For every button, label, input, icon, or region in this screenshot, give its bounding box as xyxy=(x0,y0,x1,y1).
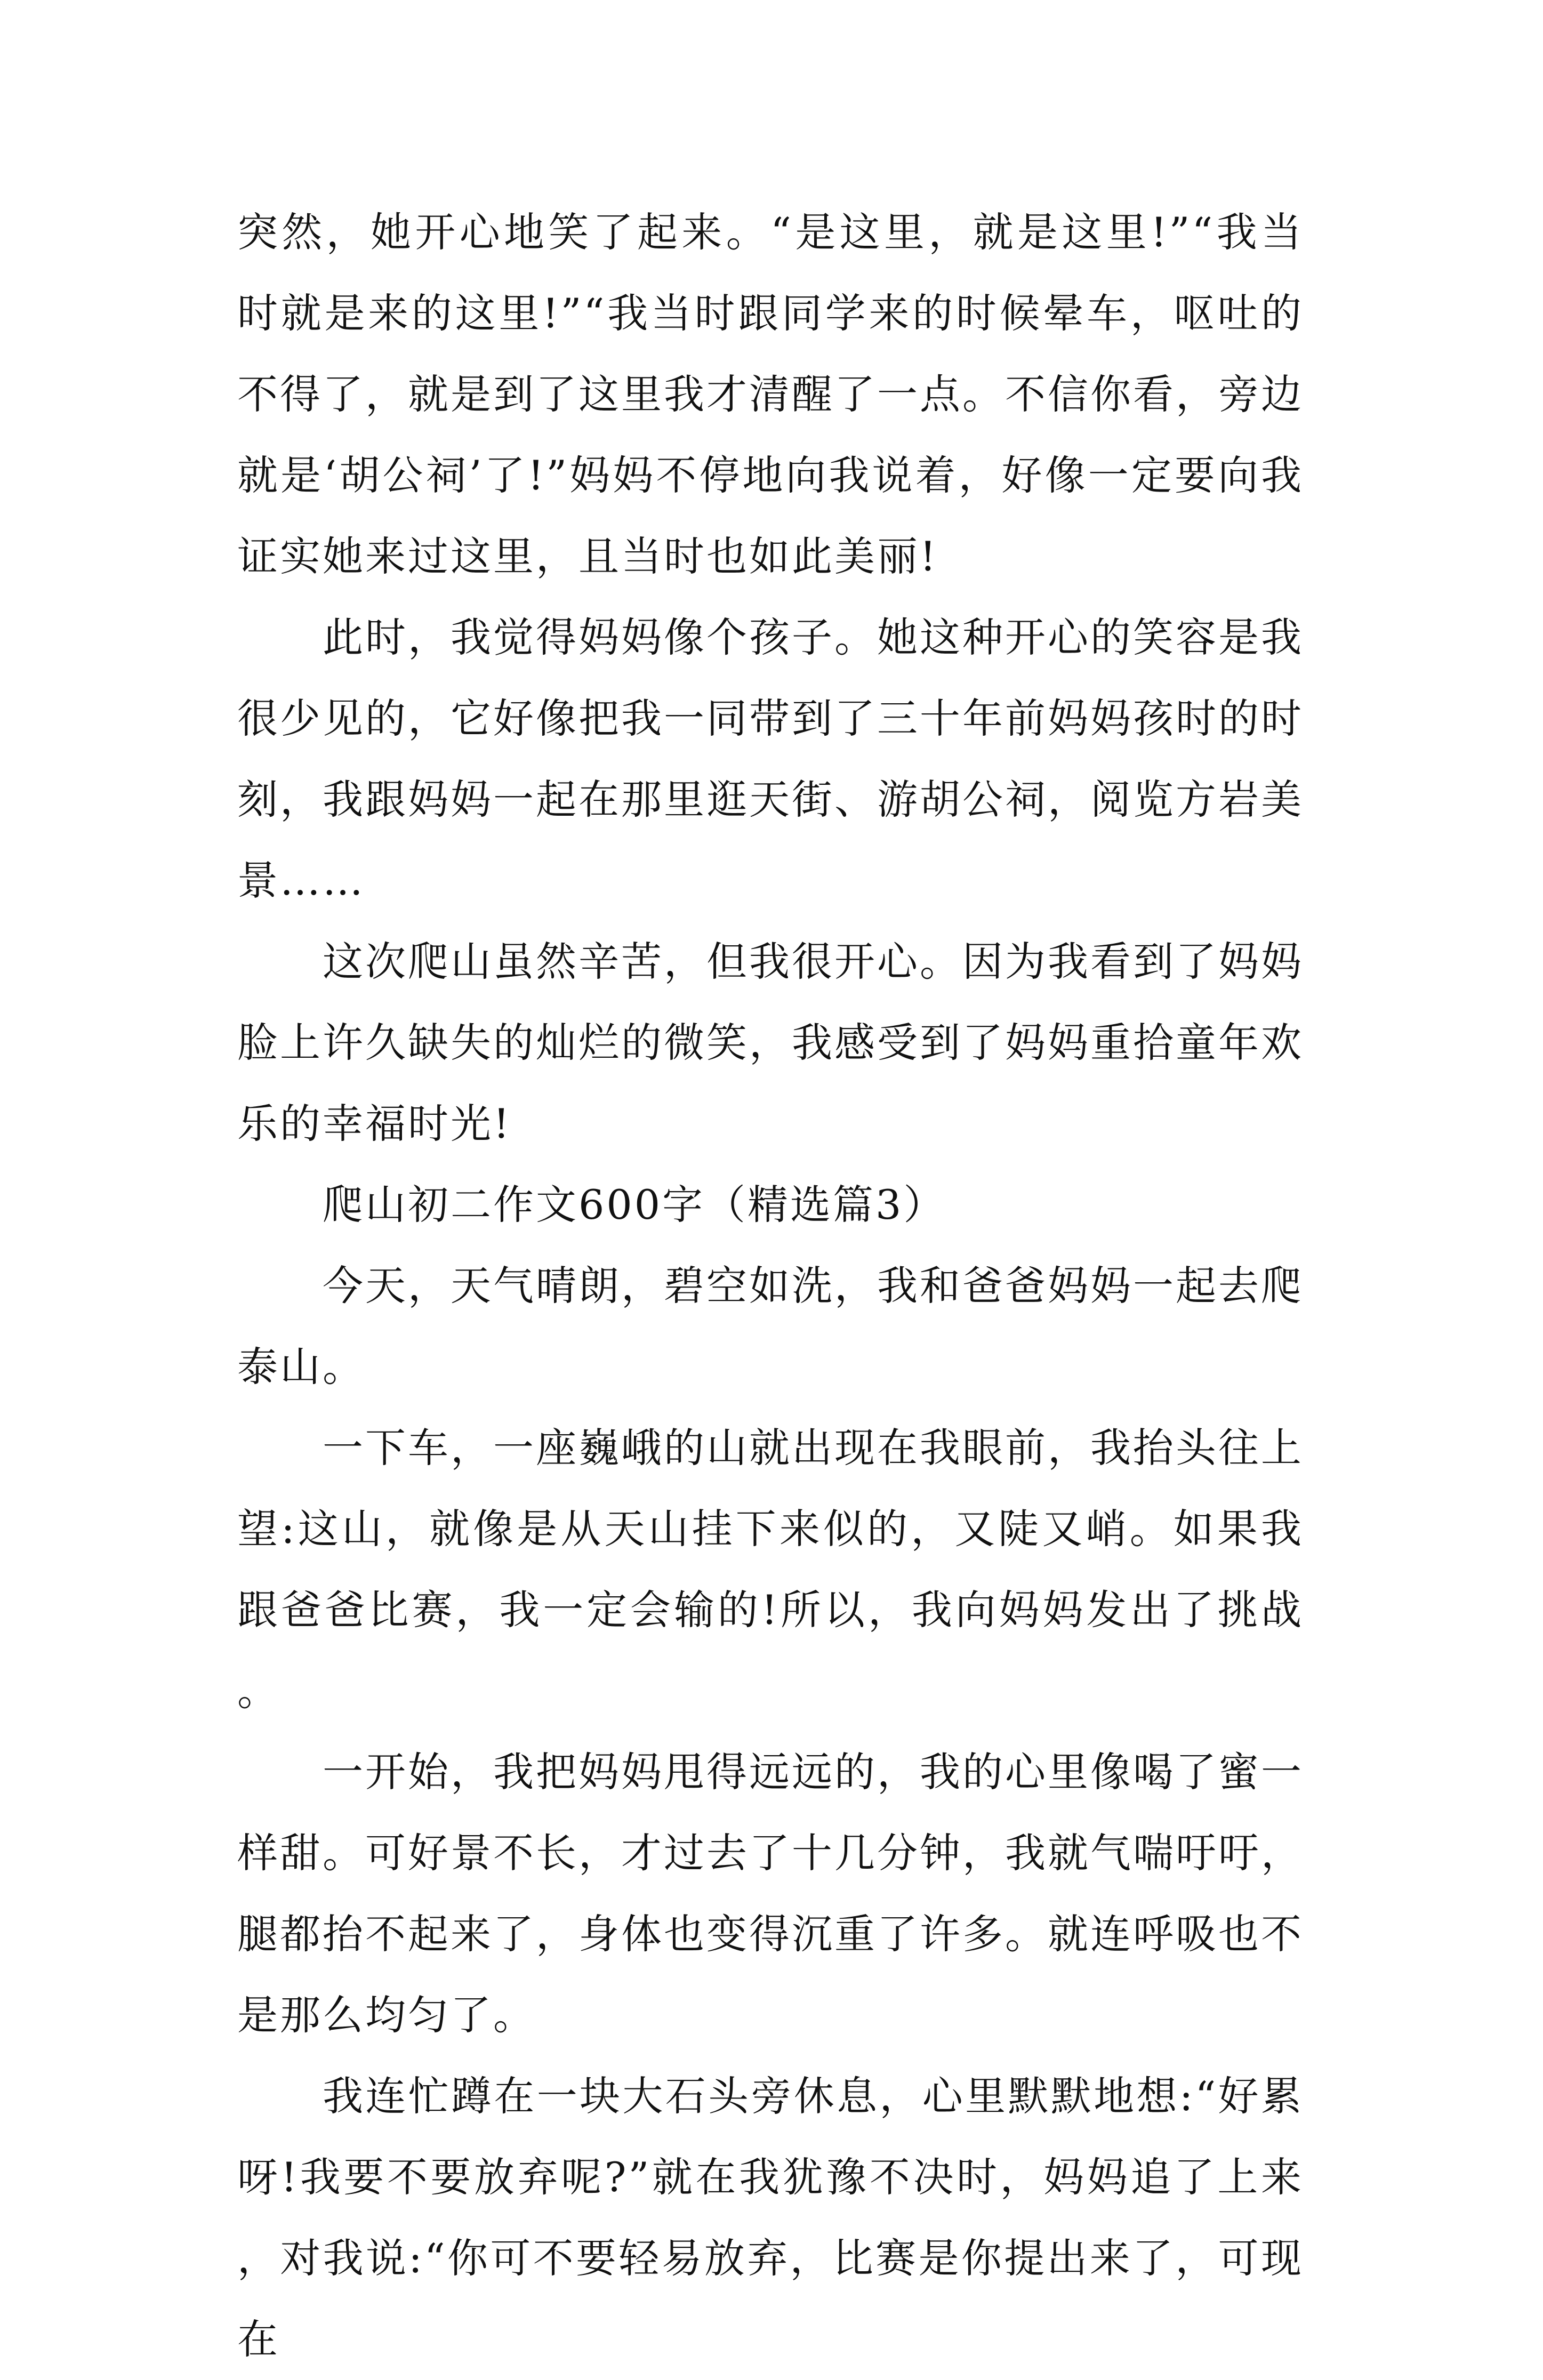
paragraph-5: 一下车，一座巍峨的山就出现在我眼前，我抬头往上望:这山，就像是从天山挂下来似的，又陡又峭。如果我跟爸爸比赛，我一定会输的!所以，我向妈妈发出了挑战。 xyxy=(237,1424,1304,1715)
paragraph-6: 一开始，我把妈妈甩得远远的，我的心里像喝了蜜一样甜。可好景不长，才过去了十几分钟，我就气喘吁吁，腿都抬不起来了，身体也变得沉重了许多。就连呼吸也不是那么均匀了。 xyxy=(237,1748,1304,2039)
paragraph-2: 此时，我觉得妈妈像个孩子。她这种开心的笑容是我很少见的，它好像把我一同带到了三十年前妈妈孩时的时刻，我跟妈妈一起在那里逛天街、游胡公祠，阅览方岩美景…… xyxy=(237,614,1304,904)
paragraph-3: 这次爬山虽然辛苦，但我很开心。因为我看到了妈妈脸上许久缺失的灿烂的微笑，我感受到了妈妈重拾童年欢乐的幸福时光! xyxy=(237,938,1304,1147)
section-heading: 爬山初二作文600字（精选篇3） xyxy=(323,1181,946,1228)
paragraph-1: 突然，她开心地笑了起来。“是这里，就是这里!”“我当时就是来的这里!”“我当时跟同学来的时候晕车，呕吐的不得了，就是到了这里我才清醒了一点。不信你看，旁边就是‘胡公祠’了!”妈妈不停地向我说着，好像一定要向我证实她来过这里，且当时也如此美丽! xyxy=(237,208,1304,580)
paragraph-7: 我连忙蹲在一块大石头旁休息，心里默默地想:“好累呀!我要不要放弃呢?”就在我犹豫不决时，妈妈追了上来，对我说:“你可不要轻易放弃，比赛是你提出来了，可现在 xyxy=(237,2072,1304,2363)
paragraph-4: 今天，天气晴朗，碧空如洗，我和爸爸妈妈一起去爬泰山。 xyxy=(237,1262,1304,1390)
document-body xyxy=(237,192,1304,2380)
